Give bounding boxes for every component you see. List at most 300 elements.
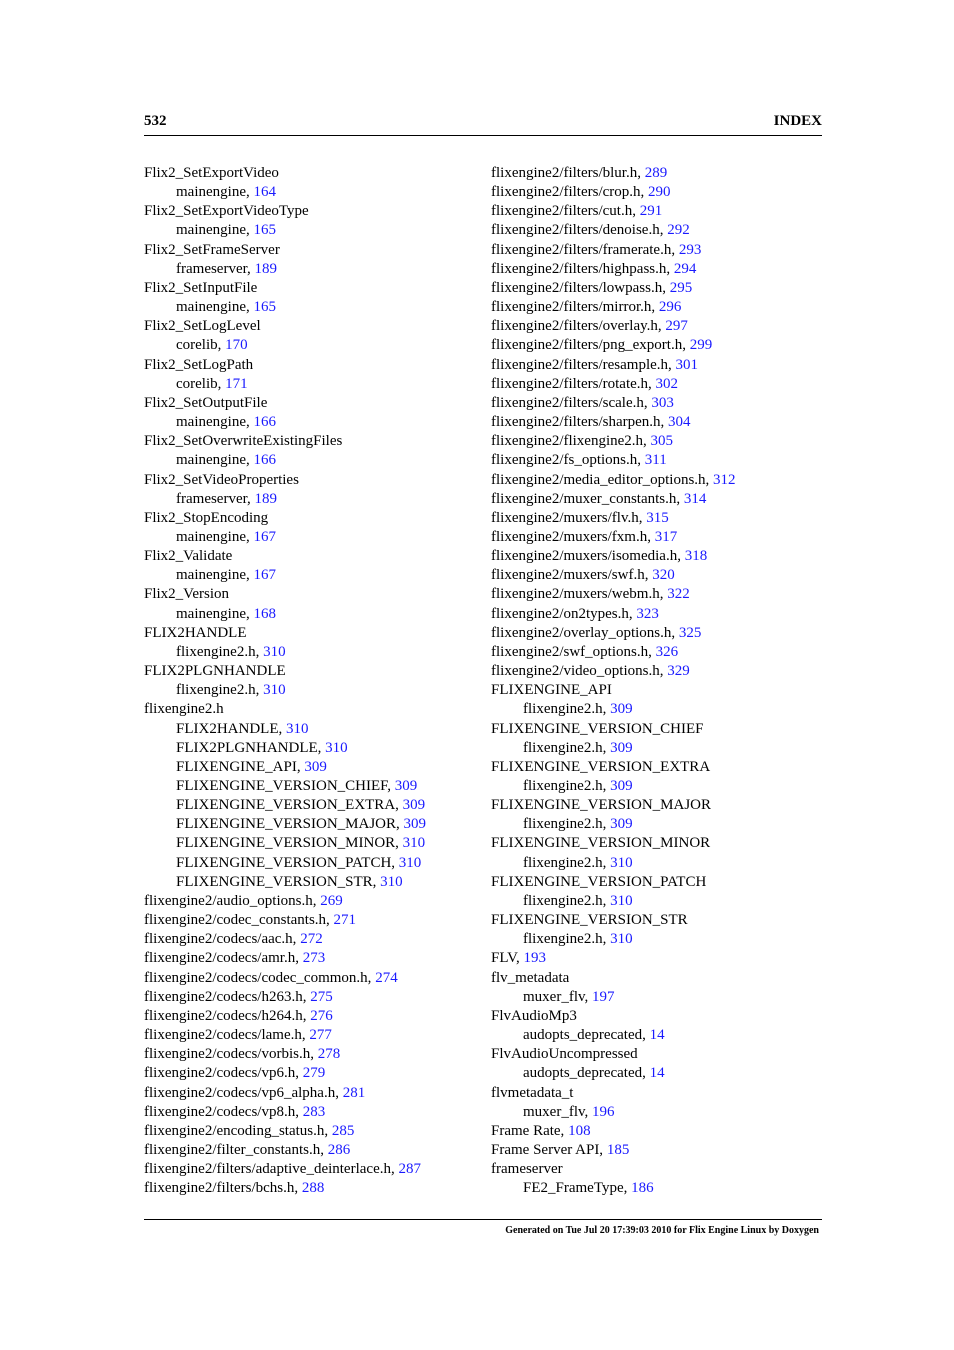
- entry-text: flixengine2/codecs/amr.h,: [144, 950, 303, 967]
- index-entry: [491, 949, 831, 968]
- page-link[interactable]: 317: [654, 528, 678, 545]
- entry-text: Flix2_SetFrameServer: [144, 241, 280, 258]
- page-link[interactable]: 309: [403, 816, 426, 833]
- entry-text: audopts_deprecated,: [523, 1065, 650, 1082]
- index-entry: [491, 643, 831, 662]
- page-link[interactable]: 311: [644, 452, 667, 469]
- index-subentry: [144, 758, 484, 777]
- entry-text: flixengine2/filters/scale.h,: [491, 394, 652, 411]
- entry-text: flixengine2/muxers/swf.h,: [491, 567, 653, 584]
- index-entry: [144, 471, 484, 490]
- entry-text: Flix2_SetLogLevel: [144, 318, 261, 335]
- entry-text: mainengine,: [176, 567, 254, 584]
- page-footer: [144, 1219, 822, 1236]
- entry-text: flixengine2/filters/blur.h,: [491, 165, 645, 181]
- page-link[interactable]: 323: [636, 605, 659, 622]
- page-link[interactable]: 197: [592, 988, 615, 1005]
- index-column-left: [144, 164, 484, 1198]
- entry-text: FLIXENGINE_VERSION_PATCH,: [176, 854, 399, 871]
- entry-text: flixengine2/filters/rotate.h,: [491, 375, 656, 392]
- index-entry: [144, 241, 484, 260]
- page-link[interactable]: 303: [651, 394, 674, 411]
- entry-text: Flix2_SetOverwriteExistingFiles: [144, 433, 343, 450]
- index-entry: [491, 221, 831, 240]
- page-link[interactable]: 165: [253, 299, 276, 316]
- index-subentry: [144, 183, 484, 202]
- index-subentry: [144, 528, 484, 547]
- entry-text: FLIXENGINE_VERSION_MAJOR: [491, 797, 711, 814]
- entry-text: FLIXENGINE_API: [491, 682, 612, 699]
- index-entry: [491, 758, 831, 777]
- entry-text: FE2_FrameType,: [523, 1180, 632, 1197]
- index-subentry: [144, 834, 484, 853]
- entry-text: FLIXENGINE_VERSION_EXTRA,: [176, 797, 403, 814]
- entry-text: flixengine2/filters/bchs.h,: [144, 1180, 302, 1197]
- page-link[interactable]: 320: [652, 567, 675, 584]
- entry-text: flixengine2/codecs/lame.h,: [144, 1027, 310, 1044]
- index-subentry: [144, 298, 484, 317]
- entry-text: flixengine2/codecs/vp6_alpha.h,: [144, 1084, 343, 1101]
- page-link[interactable]: 310: [286, 720, 309, 737]
- entry-text: flixengine2/codecs/vorbis.h,: [144, 1046, 318, 1063]
- entry-text: flixengine2.h,: [523, 739, 611, 756]
- index-entry: [144, 892, 484, 911]
- page-link[interactable]: 309: [394, 778, 418, 794]
- page-link[interactable]: 108: [568, 1122, 591, 1139]
- entry-text: flixengine2/filters/framerate.h,: [491, 241, 679, 258]
- entry-text: flixengine2/filters/highpass.h,: [491, 260, 674, 277]
- entry-text: FLIX2PLGNHANDLE,: [176, 739, 326, 756]
- entry-text: frameserver,: [176, 260, 255, 277]
- index-subentry: [491, 739, 831, 758]
- index-entry: [491, 624, 831, 643]
- index-entry: [491, 1045, 831, 1064]
- page-link[interactable]: 301: [675, 356, 699, 373]
- index-entry: [491, 490, 831, 509]
- entry-text: Flix2_SetVideoProperties: [144, 471, 299, 488]
- page-link[interactable]: 310: [380, 873, 403, 890]
- entry-text: flixengine2.h: [144, 701, 224, 718]
- entry-text: FLIXENGINE_VERSION_CHIEF: [491, 720, 704, 737]
- index-entry: [491, 796, 831, 815]
- entry-text: FlvAudioUncompressed: [491, 1046, 638, 1063]
- page-link[interactable]: 189: [254, 490, 278, 507]
- page-link[interactable]: 294: [673, 260, 697, 277]
- entry-text: flvmetadata_t: [491, 1084, 574, 1101]
- index-entry: [144, 988, 484, 1007]
- page-link[interactable]: 287: [398, 1161, 421, 1178]
- index-entry: [491, 298, 831, 317]
- entry-text: muxer_flv,: [523, 1103, 593, 1120]
- entry-text: mainengine,: [176, 528, 254, 545]
- entry-text: Flix2_SetInputFile: [144, 279, 258, 296]
- index-entry: [491, 1160, 831, 1179]
- entry-text: FLIXENGINE_VERSION_EXTRA: [491, 758, 711, 775]
- page-link[interactable]: 310: [325, 739, 348, 756]
- entry-text: flixengine2/fs_options.h,: [491, 452, 645, 469]
- page-link[interactable]: 165: [253, 222, 276, 239]
- entry-text: flixengine2/overlay_options.h,: [491, 624, 679, 641]
- entry-text: flixengine2/on2types.h,: [491, 605, 637, 622]
- entry-text: mainengine,: [176, 299, 254, 316]
- index-entry: [144, 1007, 484, 1026]
- index-entry: [144, 1045, 484, 1064]
- index-entry: [491, 356, 831, 375]
- page-link[interactable]: 291: [639, 203, 663, 220]
- page-link[interactable]: 295: [669, 279, 693, 296]
- entry-text: flixengine2/filters/crop.h,: [491, 184, 649, 201]
- entry-text: mainengine,: [176, 452, 254, 469]
- page-link[interactable]: 310: [263, 682, 286, 699]
- entry-text: FLIXENGINE_VERSION_STR: [491, 912, 688, 929]
- entry-text: FLIXENGINE_API,: [176, 758, 305, 775]
- page-link[interactable]: 277: [309, 1027, 332, 1044]
- entry-text: flixengine2.h,: [176, 682, 264, 699]
- index-entry: [491, 202, 831, 221]
- index-entry: [491, 834, 831, 853]
- entry-text: mainengine,: [176, 184, 254, 201]
- entry-text: flixengine2/filters/cut.h,: [491, 203, 640, 220]
- page-link[interactable]: 170: [225, 337, 248, 354]
- page-link[interactable]: 275: [310, 988, 333, 1005]
- entry-text: flixengine2/codecs/h263.h,: [144, 988, 311, 1005]
- index-subentry: [144, 854, 484, 873]
- index-entry: [491, 873, 831, 892]
- index-subentry: [144, 643, 484, 662]
- page-link[interactable]: 297: [665, 318, 688, 335]
- page-link[interactable]: 309: [610, 816, 633, 833]
- entry-text: FLIXENGINE_VERSION_MAJOR,: [176, 816, 404, 833]
- entry-text: flixengine2/muxers/isomedia.h,: [491, 548, 685, 565]
- index-entry: [491, 605, 831, 624]
- index-entry: [144, 949, 484, 968]
- index-subentry: [491, 700, 831, 719]
- page-link[interactable]: 274: [375, 969, 398, 986]
- page-link[interactable]: 276: [310, 1007, 333, 1024]
- entry-text: flixengine2.h,: [523, 892, 611, 909]
- page-link[interactable]: 164: [253, 184, 276, 201]
- page-link[interactable]: 310: [610, 892, 633, 909]
- entry-text: flixengine2.h,: [176, 643, 264, 660]
- index-entry: [144, 911, 484, 930]
- page-link[interactable]: 281: [342, 1084, 366, 1101]
- page-link[interactable]: 322: [667, 586, 690, 603]
- entry-text: Flix2_Version: [144, 586, 230, 603]
- entry-text: frameserver,: [176, 490, 255, 507]
- index-entry: [491, 566, 831, 585]
- index-subentry: [491, 1103, 831, 1122]
- page-link[interactable]: 189: [254, 260, 278, 277]
- entry-text: Flix2_StopEncoding: [144, 509, 269, 526]
- entry-text: flixengine2/filters/sharpen.h,: [491, 414, 669, 431]
- index-entry: [144, 356, 484, 375]
- index-subentry: [144, 873, 484, 892]
- entry-text: FLIX2HANDLE,: [176, 720, 286, 737]
- entry-text: FLIX2PLGNHANDLE: [144, 663, 286, 680]
- index-subentry: [144, 413, 484, 432]
- index-entry: [144, 279, 484, 298]
- index-entry: [491, 528, 831, 547]
- entry-text: flixengine2/filters/adaptive_deinterlace.h,: [144, 1161, 399, 1178]
- entry-text: Flix2_SetLogPath: [144, 356, 254, 373]
- entry-text: corelib,: [176, 337, 226, 354]
- entry-text: flixengine2.h,: [523, 816, 611, 833]
- index-entry: [144, 1103, 484, 1122]
- page-link[interactable]: 325: [678, 624, 702, 641]
- page-link[interactable]: 279: [302, 1065, 326, 1082]
- page-link[interactable]: 14: [649, 1027, 665, 1044]
- entry-text: muxer_flv,: [523, 988, 593, 1005]
- page-link[interactable]: 288: [301, 1180, 325, 1197]
- entry-text: Frame Rate,: [491, 1122, 569, 1139]
- index-entry: [491, 451, 831, 470]
- index-entry: [491, 432, 831, 451]
- index-subentry: [491, 777, 831, 796]
- page-link[interactable]: 310: [610, 931, 633, 948]
- page-link[interactable]: 310: [402, 835, 426, 852]
- page-link[interactable]: 309: [610, 701, 633, 718]
- index-entry: [144, 1122, 484, 1141]
- index-subentry: [144, 777, 484, 796]
- index-entry: [144, 547, 484, 566]
- page-link[interactable]: 309: [402, 797, 426, 814]
- page-link[interactable]: 296: [658, 299, 682, 316]
- entry-text: FLIXENGINE_VERSION_MINOR: [491, 835, 711, 852]
- entry-text: flixengine2.h,: [523, 931, 611, 948]
- index-subentry: [144, 815, 484, 834]
- entry-text: flixengine2/muxers/flv.h,: [491, 509, 647, 526]
- index-subentry: [144, 681, 484, 700]
- page-link[interactable]: 166: [253, 452, 276, 469]
- index-entry: [144, 432, 484, 451]
- entry-text: flixengine2/muxers/webm.h,: [491, 586, 668, 603]
- index-entry: [144, 394, 484, 413]
- page-link[interactable]: 271: [333, 912, 357, 929]
- page-link[interactable]: 269: [320, 892, 343, 909]
- index-subentry: [491, 930, 831, 949]
- entry-text: Flix2_SetOutputFile: [144, 394, 268, 411]
- page-link[interactable]: 309: [610, 778, 633, 794]
- entry-text: flixengine2.h,: [523, 854, 611, 871]
- index-entry: [491, 375, 831, 394]
- index-entry: [144, 317, 484, 336]
- index-subentry: [491, 1064, 831, 1083]
- index-entry: [491, 547, 831, 566]
- index-subentry: [144, 221, 484, 240]
- page-header: [144, 113, 822, 136]
- entry-text: FLIXENGINE_VERSION_MINOR,: [176, 835, 403, 852]
- index-entry: [144, 509, 484, 528]
- page-link[interactable]: 286: [327, 1141, 351, 1158]
- index-subentry: [491, 892, 831, 911]
- entry-text: audopts_deprecated,: [523, 1027, 650, 1044]
- page-link[interactable]: 283: [302, 1103, 326, 1120]
- index-entry: [491, 509, 831, 528]
- index-entry: [144, 1064, 484, 1083]
- index-entry: [491, 720, 831, 739]
- index-entry: [491, 969, 831, 988]
- page-link[interactable]: 315: [646, 509, 669, 526]
- index-entry: [491, 681, 831, 700]
- entry-text: Flix2_SetExportVideoType: [144, 203, 309, 220]
- entry-text: flixengine2/filters/lowpass.h,: [491, 279, 670, 296]
- page-number: 532: [144, 113, 167, 129]
- index-entry: [491, 336, 831, 355]
- index-subentry: [144, 605, 484, 624]
- index-subentry: [144, 739, 484, 758]
- index-entry: [491, 662, 831, 681]
- page-link[interactable]: 326: [655, 643, 679, 660]
- entry-text: FLIXENGINE_VERSION_STR,: [176, 873, 381, 890]
- entry-text: Flix2_SetExportVideo: [144, 165, 279, 181]
- index-entry: [491, 1141, 831, 1160]
- index-entry: [144, 585, 484, 604]
- index-entry: [491, 911, 831, 930]
- page-link[interactable]: 310: [263, 643, 286, 660]
- index-subentry: [144, 375, 484, 394]
- entry-text: FLIXENGINE_VERSION_CHIEF,: [176, 778, 395, 794]
- page-link[interactable]: 273: [302, 950, 326, 967]
- entry-text: Frame Server API,: [491, 1141, 607, 1158]
- entry-text: flixengine2/filters/resample.h,: [491, 356, 676, 373]
- entry-text: flixengine2/filters/png_export.h,: [491, 337, 690, 354]
- index-entry: [144, 1141, 484, 1160]
- index-entry: [491, 279, 831, 298]
- page-link[interactable]: 289: [644, 165, 668, 181]
- index-entry: [491, 413, 831, 432]
- page-link[interactable]: 329: [667, 663, 690, 680]
- page-link[interactable]: 168: [253, 605, 276, 622]
- page-link[interactable]: 304: [668, 414, 691, 431]
- entry-text: flixengine2/codecs/aac.h,: [144, 931, 301, 948]
- page-link[interactable]: 167: [253, 567, 276, 584]
- entry-text: flixengine2/swf_options.h,: [491, 643, 656, 660]
- index-subentry: [144, 260, 484, 279]
- page-link[interactable]: 186: [631, 1180, 654, 1197]
- entry-text: flv_metadata: [491, 969, 570, 986]
- entry-text: flixengine2/codecs/vp6.h,: [144, 1065, 303, 1082]
- index-entry: [144, 202, 484, 221]
- page-link[interactable]: 310: [398, 854, 422, 871]
- entry-text: FLIXENGINE_VERSION_PATCH: [491, 873, 707, 890]
- entry-text: FlvAudioMp3: [491, 1007, 577, 1024]
- entry-text: corelib,: [176, 375, 226, 392]
- index-entry: [144, 1179, 484, 1198]
- page-link[interactable]: 193: [523, 950, 547, 967]
- index-subentry: [491, 988, 831, 1007]
- index-entry: [144, 1160, 484, 1179]
- page-link[interactable]: 302: [655, 375, 679, 392]
- page-link[interactable]: 309: [304, 758, 327, 775]
- page-link[interactable]: 299: [689, 337, 713, 354]
- index-entry: [144, 164, 484, 183]
- page-link[interactable]: 292: [667, 222, 690, 239]
- index-entry: [491, 183, 831, 202]
- page-link[interactable]: 14: [649, 1065, 665, 1082]
- entry-text: flixengine2.h,: [523, 701, 611, 718]
- header-title: INDEX: [773, 113, 822, 129]
- index-entry: [491, 164, 831, 183]
- entry-text: flixengine2/encoding_status.h,: [144, 1122, 332, 1139]
- index-entry: [491, 1084, 831, 1103]
- index-subentry: [491, 815, 831, 834]
- page-link[interactable]: 196: [592, 1103, 615, 1120]
- entry-text: flixengine2/codec_constants.h,: [144, 912, 334, 929]
- entry-text: flixengine2.h,: [523, 778, 611, 794]
- footer-text: Generated on Tue Jul 20 17:39:03 2010 for Flix Engine Linux by Doxygen: [505, 1225, 819, 1236]
- index-subentry: [491, 1026, 831, 1045]
- page-link[interactable]: 185: [606, 1141, 630, 1158]
- page-link[interactable]: 312: [713, 471, 736, 488]
- index-subentry: [144, 451, 484, 470]
- index-entry: [144, 624, 484, 643]
- page-link[interactable]: 166: [253, 414, 276, 431]
- entry-text: mainengine,: [176, 414, 254, 431]
- entry-text: flixengine2/audio_options.h,: [144, 892, 321, 909]
- index-entry: [144, 969, 484, 988]
- entry-text: flixengine2/muxers/fxm.h,: [491, 528, 655, 545]
- entry-text: flixengine2/muxer_constants.h,: [491, 490, 684, 507]
- page-link[interactable]: 309: [610, 739, 633, 756]
- index-entry: [144, 930, 484, 949]
- page-link[interactable]: 318: [684, 548, 708, 565]
- page-link[interactable]: 290: [648, 184, 671, 201]
- index-entry: [491, 317, 831, 336]
- entry-text: flixengine2/filters/overlay.h,: [491, 318, 666, 335]
- entry-text: frameserver: [491, 1161, 563, 1178]
- index-subentry: [491, 854, 831, 873]
- entry-text: FLIX2HANDLE: [144, 624, 247, 641]
- page-link[interactable]: 293: [678, 241, 702, 258]
- index-entry: [491, 241, 831, 260]
- entry-text: FLV,: [491, 950, 524, 967]
- index-entry: [491, 471, 831, 490]
- page-link[interactable]: 171: [225, 375, 248, 392]
- entry-text: flixengine2/codecs/h264.h,: [144, 1007, 311, 1024]
- page-link[interactable]: 285: [331, 1122, 355, 1139]
- index-entry: [144, 700, 484, 719]
- page-link[interactable]: 310: [610, 854, 633, 871]
- entry-text: flixengine2/codecs/codec_common.h,: [144, 969, 376, 986]
- page-link[interactable]: 305: [650, 433, 674, 450]
- entry-text: flixengine2/codecs/vp8.h,: [144, 1103, 303, 1120]
- entry-text: mainengine,: [176, 605, 254, 622]
- index-entry: [491, 585, 831, 604]
- entry-text: flixengine2/filters/denoise.h,: [491, 222, 668, 239]
- page-link[interactable]: 314: [683, 490, 707, 507]
- index-entry: [491, 260, 831, 279]
- index-subentry: [144, 566, 484, 585]
- index-entry: [491, 1007, 831, 1026]
- index-subentry: [144, 490, 484, 509]
- entry-text: flixengine2/media_editor_options.h,: [491, 471, 714, 488]
- entry-text: Flix2_Validate: [144, 548, 233, 565]
- index-entry: [144, 1026, 484, 1045]
- index-subentry: [144, 336, 484, 355]
- index-column-right: [491, 164, 831, 1198]
- page-link[interactable]: 167: [253, 528, 276, 545]
- page-link[interactable]: 272: [300, 931, 323, 948]
- index-entry: [144, 1084, 484, 1103]
- index-entry: [491, 394, 831, 413]
- entry-text: mainengine,: [176, 222, 254, 239]
- index-entry: [491, 1122, 831, 1141]
- entry-text: flixengine2/flixengine2.h,: [491, 433, 651, 450]
- entry-text: flixengine2/filter_constants.h,: [144, 1141, 328, 1158]
- page-link[interactable]: 278: [317, 1046, 341, 1063]
- index-subentry: [491, 1179, 831, 1198]
- index-entry: [144, 662, 484, 681]
